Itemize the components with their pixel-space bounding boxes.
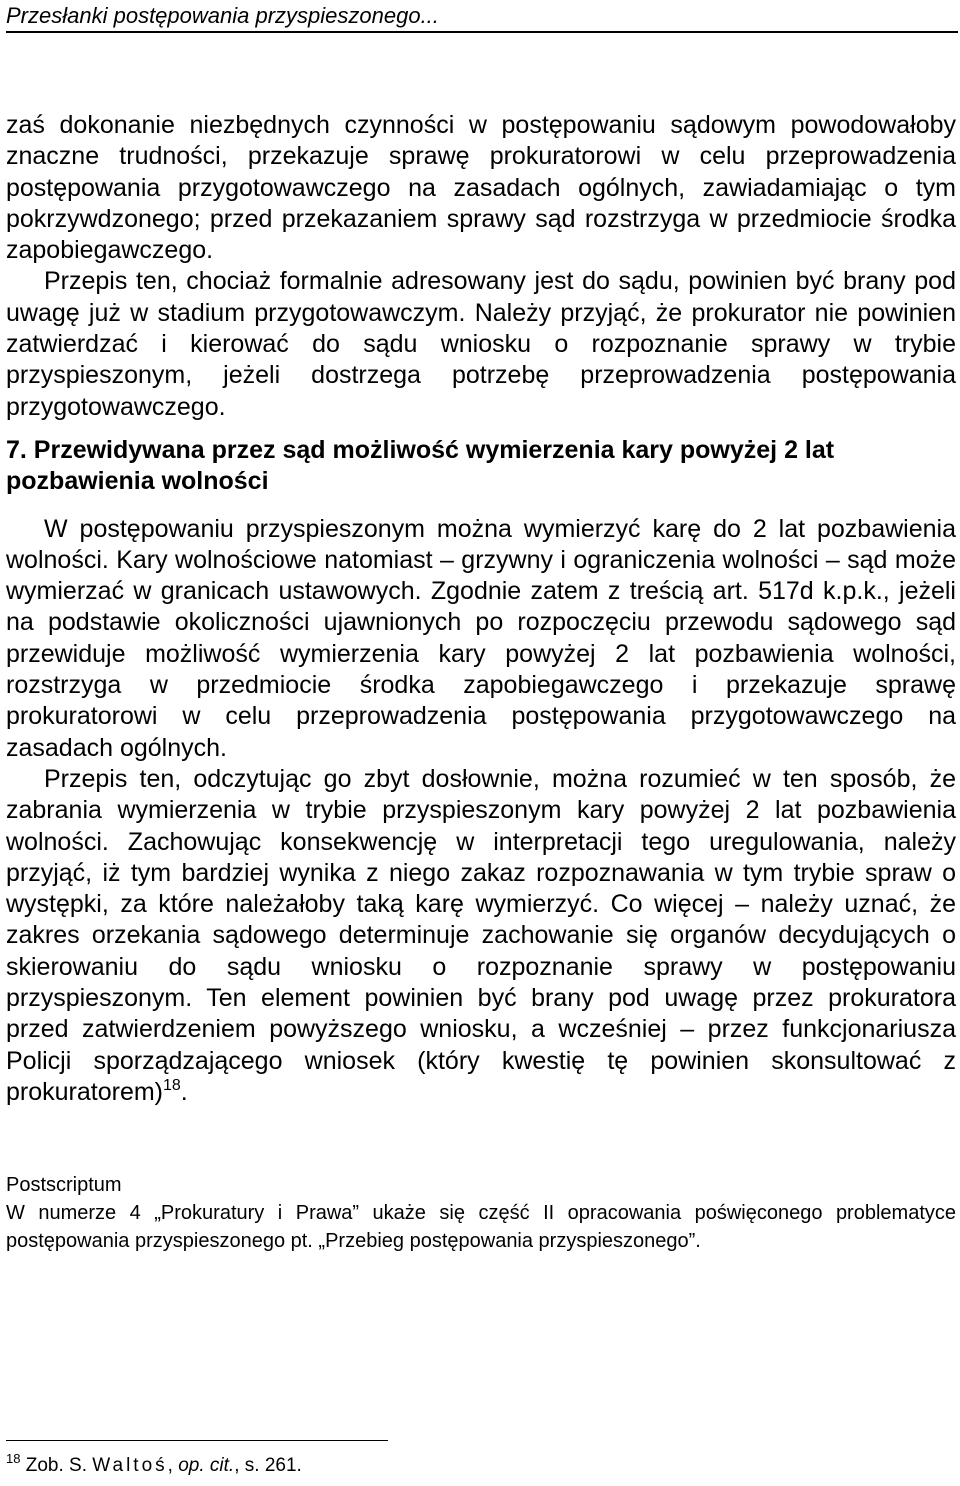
paragraph-3: W postępowaniu przyspieszonym można wymierzyć karę do 2 lat pozbawienia wolności. Kary wolnościowe natomiast – grzywny i ograniczenia wolności – sąd może wymierzać w granicach ustawowych. Zgodnie zatem z treścią art. 517d k.p.k., jeżeli na podstawie okoliczności ujawnionych po rozpoczęciu przewodu sądowego sąd przewiduje możliwość wymierzenia kary powyżej 2 lat pozbawienia wolności, rozstrzyga w przedmiocie środka zapobiegawczego i przekazuje sprawę prokuratorowi w celu przeprowadzenia postępowania przygotowawczego na zasadach ogólnych. <box>6 514 956 762</box>
postscript-heading: Postscriptum <box>6 1174 122 1196</box>
footnote-number: 18 <box>6 1451 21 1466</box>
postscript-text: W numerze 4 „Prokuratury i Prawa” ukaże się część II opracowania poświęconego problematyce postępowania przyspieszonego pt. „Przebieg postępowania przyspieszonego”. <box>6 1202 956 1252</box>
footnote-ref[interactable]: 18 <box>163 1076 181 1094</box>
footnote-ref-text: op. cit. <box>178 1455 235 1476</box>
header-rule <box>6 31 958 33</box>
postscript <box>6 1172 956 1255</box>
paragraph-2: Przepis ten, chociaż formalnie adresowany jest do sądu, powinien być brany pod uwagę już w stadium przygotowawczym. Należy przyjąć, że prokurator nie powinien zatwierdzać i kierować do sądu wniosku o rozpoznanie sprawy w trybie przyspieszonym, jeżeli dostrzega potrzebę przeprowadzenia postępowania przygotowawczego. <box>6 267 956 421</box>
footnote-sep: , <box>167 1455 179 1476</box>
footnote-rule <box>6 1440 388 1441</box>
footnote-author: Waltoś <box>92 1455 168 1476</box>
footnote-page: , s. 261. <box>234 1455 302 1476</box>
running-header: Przesłanki postępowania przyspieszonego... <box>6 3 439 28</box>
footnote <box>6 1453 302 1479</box>
paragraph-4-end: . <box>180 1077 188 1106</box>
body-text <box>6 110 956 1108</box>
paragraph-4-text: Przepis ten, odczytując go zbyt dosłownie, można rozumieć w ten sposób, że zabrania wymierzenia w trybie przyspieszonym kary powyżej 2 lat pozbawienia wolności. Zachowując konsekwencję w interpretacji tego uregulowania, należy przyjąć, iż tym bardziej wynika z niego zakaz rozpoznawania w tym trybie spraw o występki, za które należałoby taką karę wymierzyć. Co więcej – należy uznać, że zakres orzekania sądowego determinuje zachowanie się organów decydujących o skierowaniu do sądu wniosku o rozpoznanie sprawy w postępowaniu przyspieszonym. Ten element powinien być brany pod uwagę przez prokuratora przed zatwierdzeniem powyższego wniosku, a wcześniej – przez funkcjonariusza Policji sporządzającego wniosek (który kwestię tę powinien skonsultować z prokuratorem) <box>6 764 956 1106</box>
paragraph-1: zaś dokonanie niezbędnych czynności w postępowaniu sądowym powodowałoby znaczne trudności, przekazuje sprawę prokuratorowi w celu przeprowadzenia postępowania przygotowawczego na zasadach ogólnych, zawiadamiając o tym pokrzywdzonego; przed przekazaniem sprawy sąd rozstrzyga w przedmiocie środka zapobiegawczego. <box>6 111 956 265</box>
paragraph-4 <box>6 764 956 1108</box>
footnote-prefix: Zob. S. <box>25 1455 93 1476</box>
section-heading: 7. Przewidywana przez sąd możliwość wymierzenia kary powyżej 2 lat pozbawienia wolności <box>6 435 835 496</box>
